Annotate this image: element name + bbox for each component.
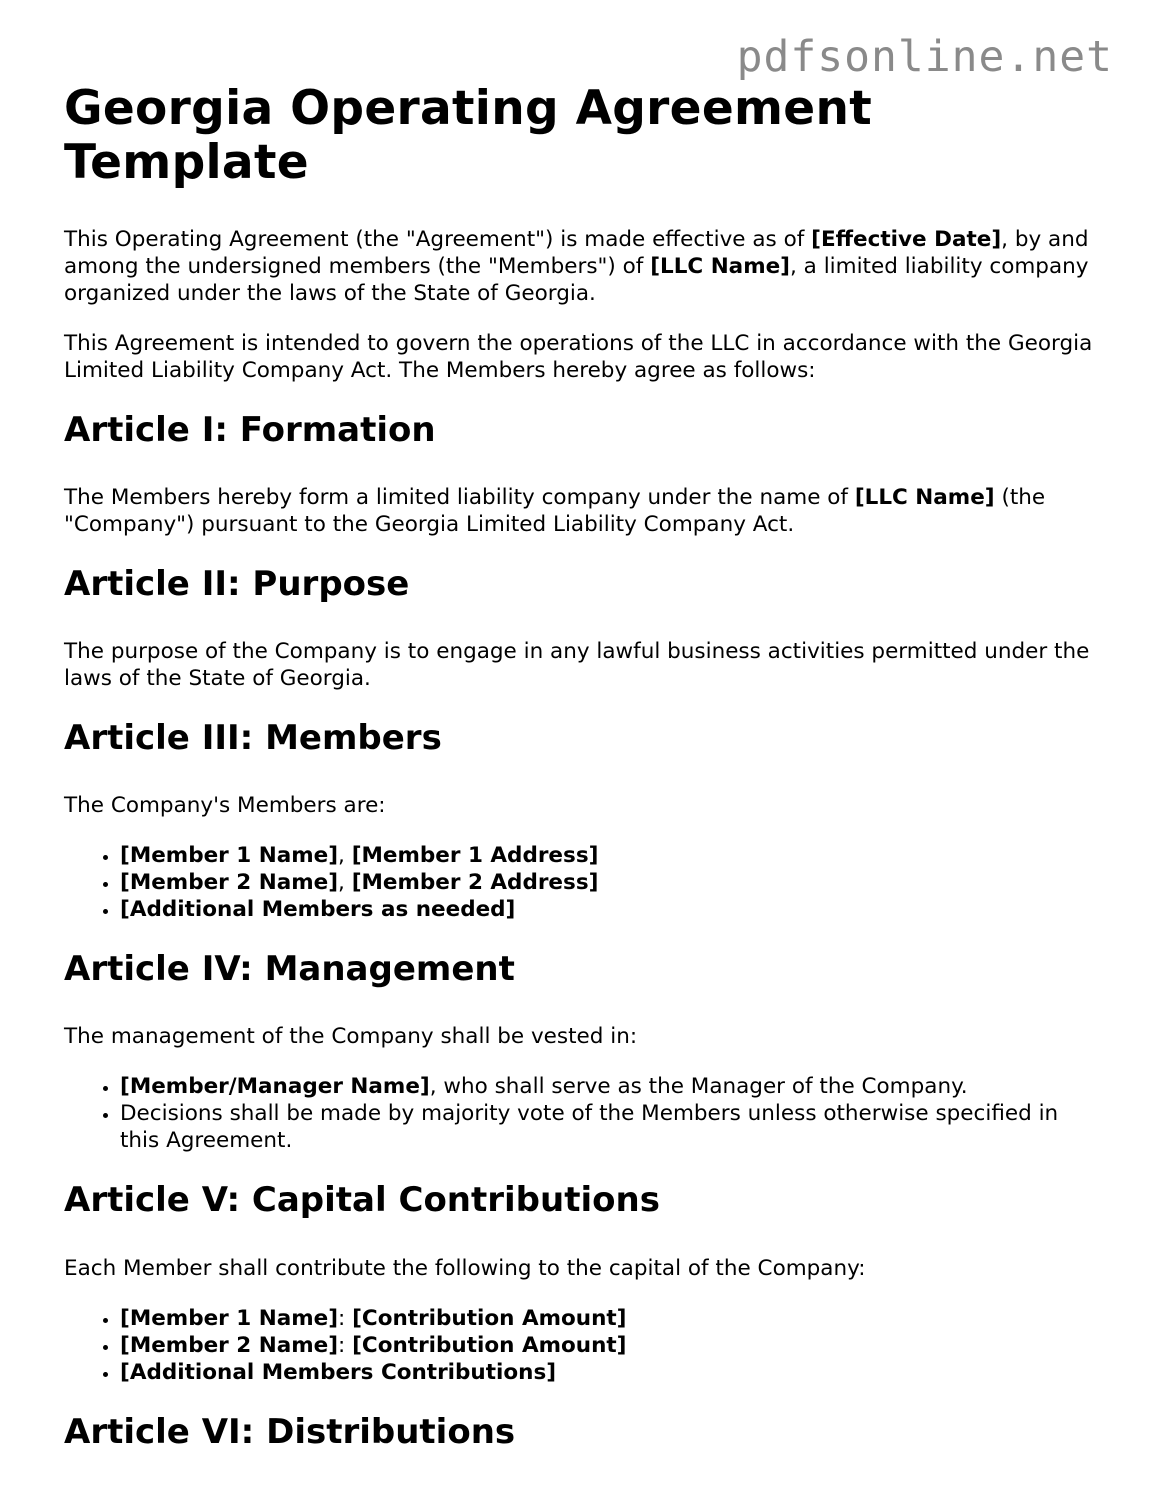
intro-text-3: , a limited liability company organized under the laws of the State of Georgia. <box>64 254 1089 307</box>
contribution-amount-placeholder: [Contribution Amount] <box>352 1332 627 1358</box>
manager-role-text: , who shall serve as the Manager of the Company. <box>429 1074 968 1100</box>
list-separator: : <box>338 1305 353 1331</box>
member-address-placeholder: [Member 1 Address] <box>351 843 599 869</box>
management-list <box>64 1073 1094 1154</box>
additional-members-placeholder: [Additional Members as needed] <box>120 897 516 923</box>
list-item <box>120 842 1094 869</box>
llc-name-placeholder: [LLC Name] <box>650 254 791 280</box>
intro-paragraph-1 <box>64 226 1094 307</box>
article-3-intro: The Company's Members are: <box>64 793 386 819</box>
member-name-placeholder: [Member 2 Name] <box>120 870 339 896</box>
list-item <box>120 1073 1094 1100</box>
document-title: Georgia Operating Agreement Template <box>64 81 872 191</box>
additional-contributions-placeholder: [Additional Members Contributions] <box>120 1359 557 1385</box>
article-1-heading: Article I: Formation <box>64 410 436 451</box>
list-item <box>120 1359 1094 1386</box>
list-separator: : <box>338 1332 353 1358</box>
manager-name-placeholder: [Member/Manager Name] <box>120 1074 430 1100</box>
article-3-heading: Article III: Members <box>64 718 442 759</box>
list-separator: , <box>338 870 352 896</box>
article-4-heading: Article IV: Management <box>64 949 515 990</box>
article-4-intro: The management of the Company shall be vested in: <box>64 1024 638 1050</box>
article-6-heading: Article VI: Distributions <box>64 1411 516 1452</box>
article-1-text <box>64 484 1094 538</box>
list-item <box>120 1305 1094 1332</box>
list-separator: , <box>338 843 352 869</box>
intro-text-1: This Operating Agreement (the "Agreement") is made effective as of <box>64 227 812 253</box>
watermark-text: pdfsonline.net <box>736 32 1113 82</box>
contributions-list <box>64 1305 1094 1386</box>
document-page <box>64 82 1094 1486</box>
list-item: • Decisions shall be made by majority vote of the Members unless otherwise specified in this Agreement. <box>120 1100 1094 1154</box>
effective-date-placeholder: [Effective Date] <box>811 227 1002 253</box>
contribution-amount-placeholder: [Contribution Amount] <box>352 1305 627 1331</box>
list-item <box>120 1332 1094 1359</box>
intro-paragraph-2: This Agreement is intended to govern the operations of the LLC in accordance with the Georgia Limited Liability Company Act. The Members hereby agree as follows: <box>64 331 1093 384</box>
list-item <box>120 896 1094 923</box>
article-1-text-part-2: (the "Company") pursuant to the Georgia Limited Liability Company Act. <box>64 485 1046 538</box>
member-name-placeholder: [Member 2 Name] <box>120 1332 339 1358</box>
article-5-intro: Each Member shall contribute the following to the capital of the Company: <box>64 1255 866 1281</box>
intro-text-2: , by and among the undersigned members (the "Members") of <box>64 227 1089 280</box>
article-1-llc-name-placeholder: [LLC Name] <box>854 485 995 511</box>
article-5-heading: Article V: Capital Contributions <box>64 1180 660 1221</box>
member-name-placeholder: [Member 1 Name] <box>120 843 339 869</box>
list-item <box>120 869 1094 896</box>
members-list <box>64 842 1094 923</box>
member-address-placeholder: [Member 2 Address] <box>351 870 599 896</box>
member-name-placeholder: [Member 1 Name] <box>120 1305 339 1331</box>
article-2-text: The purpose of the Company is to engage in any lawful business activities permitted under the laws of the State of Georgia. <box>64 639 1090 692</box>
article-2-heading: Article II: Purpose <box>64 564 410 605</box>
article-1-text-part-1: The Members hereby form a limited liability company under the name of <box>64 485 855 511</box>
